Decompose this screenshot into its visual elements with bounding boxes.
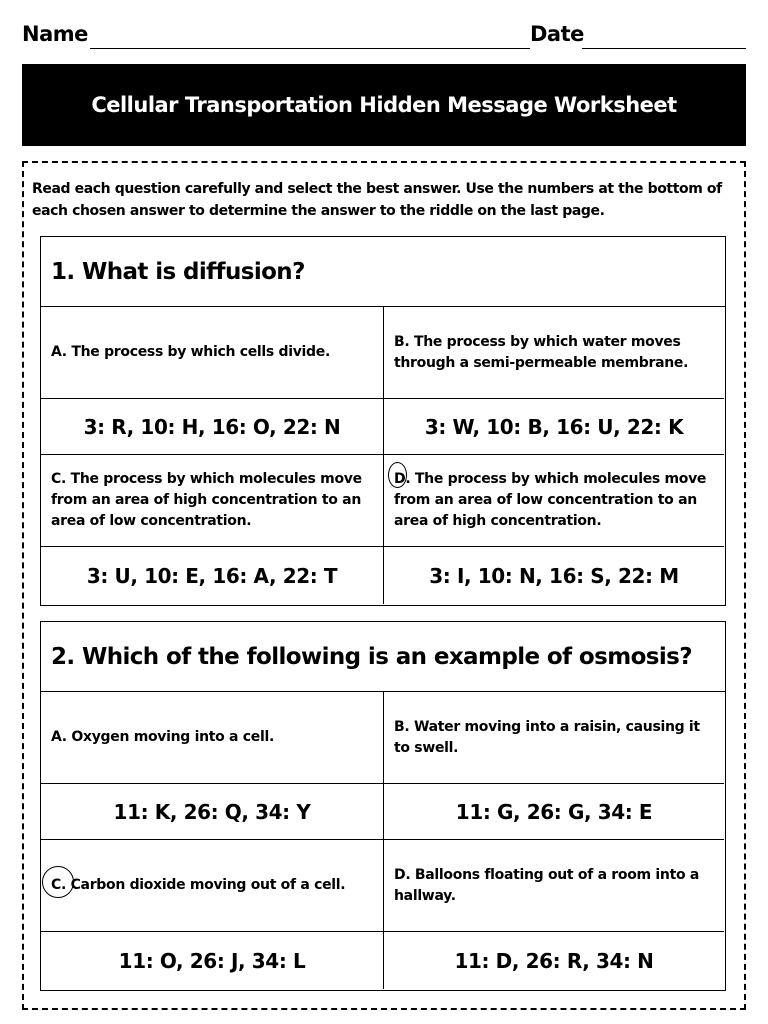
q2-code-a: 11: K, 26: Q, 34: Y xyxy=(41,784,384,840)
q1-option-d[interactable]: D. The process by which molecules move from an area of low concentration to an area of high concentration. xyxy=(384,455,724,547)
instructions: Read each question carefully and select the best answer. Use the numbers at the bottom of each chosen answer to determine the answer to the riddle on the last page. xyxy=(32,181,722,219)
q2-code-b: 11: G, 26: G, 34: E xyxy=(384,784,724,840)
q1-option-b[interactable]: B. The process by which water moves through a semi-permeable membrane. xyxy=(384,307,724,399)
question-1-box xyxy=(40,236,726,606)
date-line[interactable] xyxy=(582,48,746,49)
q1-code-a: 3: R, 10: H, 16: O, 22: N xyxy=(41,399,384,455)
q2-answer-circle xyxy=(42,866,74,898)
q1-code-b: 3: W, 10: B, 16: U, 22: K xyxy=(384,399,724,455)
q2-option-a[interactable]: A. Oxygen moving into a cell. xyxy=(41,692,384,784)
name-line[interactable] xyxy=(90,48,530,49)
worksheet-title: Cellular Transportation Hidden Message Worksheet xyxy=(22,64,746,146)
q1-answer-circle xyxy=(388,462,407,488)
q1-option-c[interactable]: C. The process by which molecules move from an area of high concentration to an area of low concentration. xyxy=(41,455,384,547)
q2-code-d: 11: D, 26: R, 34: N xyxy=(454,948,654,973)
q2-code-c: 11: O, 26: J, 34: L xyxy=(41,932,384,989)
q2-option-b[interactable]: B. Water moving into a raisin, causing it to swell. xyxy=(384,692,724,784)
question-1-title: 1. What is diffusion? xyxy=(41,237,725,307)
q1-code-d: 3: I, 10: N, 16: S, 22: M xyxy=(429,563,679,588)
question-2-box xyxy=(40,621,726,991)
q2-option-d[interactable]: D. Balloons floating out of a room into a hallway. xyxy=(384,840,724,932)
q2-option-c[interactable]: C. Carbon dioxide moving out of a cell. xyxy=(41,840,384,932)
q1-option-a[interactable]: A. The process by which cells divide. xyxy=(41,307,384,399)
name-date-row xyxy=(22,22,746,52)
question-2-title: 2. Which of the following is an example of osmosis? xyxy=(41,622,725,692)
name-label: Name xyxy=(22,22,88,46)
date-label: Date xyxy=(530,22,584,46)
q1-code-c: 3: U, 10: E, 16: A, 22: T xyxy=(41,547,384,604)
